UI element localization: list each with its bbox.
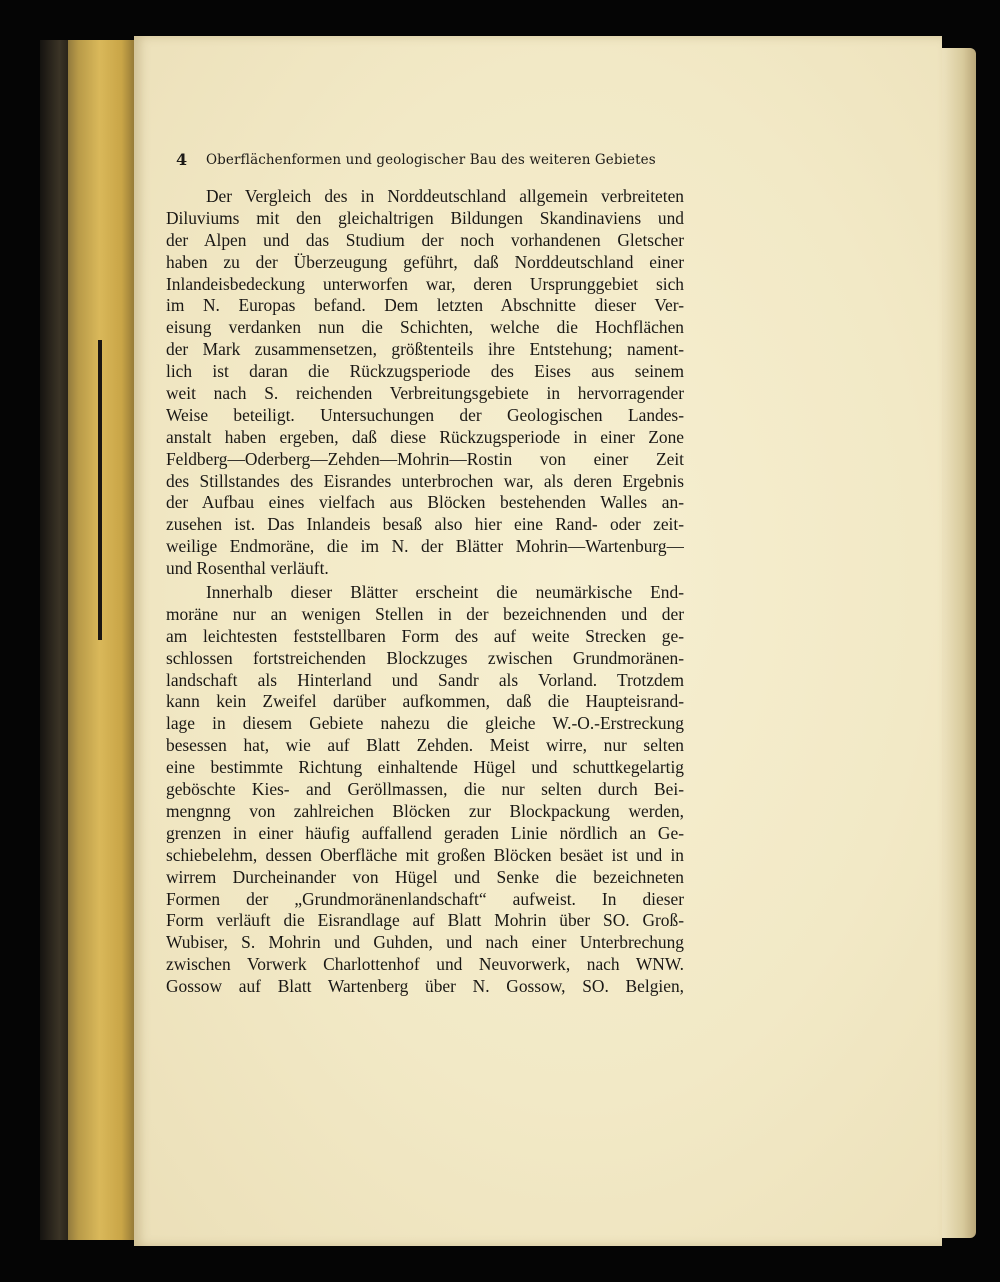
text-line: Feldberg—Oderberg—Zehden—Mohrin—Rostin von einer Zeit xyxy=(166,448,684,469)
body-text xyxy=(166,186,684,998)
text-line: wirrem Durcheinander von Hügel und Senke die bezeichneten xyxy=(166,866,684,887)
text-line: Formen der „Grundmoränenlandschaft“ aufweist. In dieser xyxy=(166,888,684,909)
running-head xyxy=(176,150,656,174)
text-line: Diluviums mit den gleichaltrigen Bildungen Skandinaviens und xyxy=(166,207,684,228)
text-line: landschaft als Hinterland und Sandr als Vorland. Trotzdem xyxy=(166,669,684,690)
running-head-title: Oberflächenformen und geologischer Bau des weiteren Gebietes xyxy=(206,152,656,168)
paragraph-1 xyxy=(166,186,684,580)
text-line: moräne nur an wenigen Stellen in der bezeichnenden und der xyxy=(166,603,684,624)
text-line: besessen hat, wie auf Blatt Zehden. Meist wirre, nur selten xyxy=(166,735,684,756)
text-line: weit nach S. reichenden Verbreitungsgebiete in hervorragender xyxy=(166,383,684,404)
text-line: und Rosenthal verläuft. xyxy=(166,558,329,579)
text-line: kann kein Zweifel darüber aufkommen, daß die Haupteisrand- xyxy=(166,691,684,712)
text-line: zwischen Vorwerk Charlottenhof und Neuvorwerk, nach WNW. xyxy=(166,954,684,975)
page-number: 4 xyxy=(176,150,188,169)
text-line: anstalt haben ergeben, daß diese Rückzugsperiode in einer Zone xyxy=(166,426,684,447)
book-cover-edge xyxy=(40,40,68,1240)
text-line: Inlandeisbedeckung unterworfen war, deren Ursprunggebiet sich xyxy=(166,273,684,294)
text-line: der Alpen und das Studium der noch vorhandenen Gletscher xyxy=(166,229,684,250)
text-line: eine bestimmte Richtung einhaltende Hügel und schuttkegelartig xyxy=(166,757,684,778)
text-line: der Mark zusammensetzen, größtenteils ihre Entstehung; nament- xyxy=(166,339,684,360)
text-line: Innerhalb dieser Blätter erscheint die neumärkische End- xyxy=(206,582,684,603)
text-line: schiebelehm, dessen Oberfläche mit großen Blöcken besäet ist und in xyxy=(166,844,684,865)
text-line: im N. Europas befand. Dem letzten Abschnitte dieser Ver- xyxy=(166,295,684,316)
text-line: lage in diesem Gebiete nahezu die gleiche W.-O.-Erstreckung xyxy=(166,713,684,734)
paragraph-2 xyxy=(166,582,684,998)
text-line: schlossen fortstreichenden Blockzuges zwischen Grundmoränen- xyxy=(166,647,684,668)
text-line: des Stillstandes des Eisrandes unterbrochen war, als deren Ergebnis xyxy=(166,470,684,491)
text-line: haben zu der Überzeugung geführt, daß Norddeutschland einer xyxy=(166,251,684,272)
text-line: Der Vergleich des in Norddeutschland allgemein verbreiteten xyxy=(206,186,684,206)
text-line: der Aufbau eines vielfach aus Blöcken bestehenden Walles an- xyxy=(166,492,684,513)
text-line: Weise beteiligt. Untersuchungen der Geologischen Landes- xyxy=(166,404,684,425)
text-line: mengnng von zahlreichen Blöcken zur Blockpackung werden, xyxy=(166,800,684,821)
text-line: lich ist daran die Rückzugsperiode des Eises aus seinem xyxy=(166,361,684,382)
text-line: weilige Endmoräne, die im N. der Blätter Mohrin—Wartenburg— xyxy=(166,536,684,557)
text-line: eisung verdanken nun die Schichten, welche die Hochflächen xyxy=(166,317,684,338)
text-line: Gossow auf Blatt Wartenberg über N. Gossow, SO. Belgien, xyxy=(166,976,684,997)
text-line: geböschte Kies- and Geröllmassen, die nur selten durch Bei- xyxy=(166,779,684,800)
cover-stripe xyxy=(98,340,102,640)
text-line: grenzen in einer häufig auffallend geraden Linie nördlich an Ge- xyxy=(166,822,684,843)
text-line: zusehen ist. Das Inlandeis besaß also hier eine Rand- oder zeit- xyxy=(166,514,684,535)
text-line: Form verläuft die Eisrandlage auf Blatt Mohrin über SO. Groß- xyxy=(166,910,684,931)
text-line: Wubiser, S. Mohrin und Guhden, und nach einer Unterbrechung xyxy=(166,932,684,953)
page-stack-left xyxy=(40,40,136,1240)
text-line: am leichtesten feststellbaren Form des auf weite Strecken ge- xyxy=(166,625,684,646)
